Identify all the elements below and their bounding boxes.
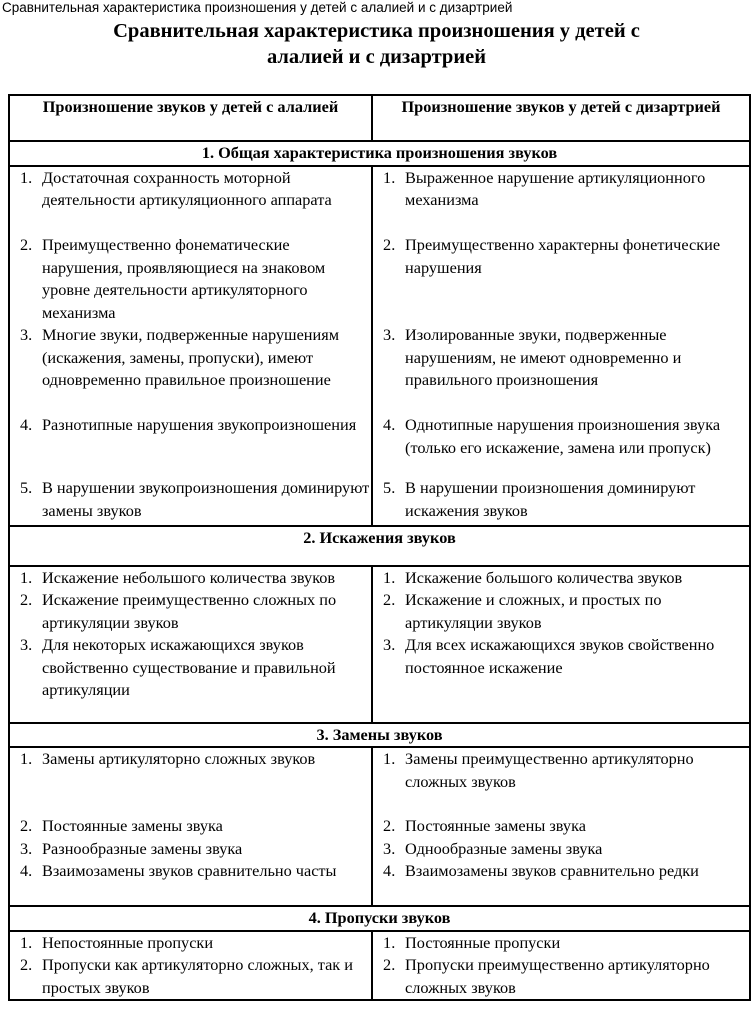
list-item: 2. Искажение преимущественно сложных по артикуляции звуков xyxy=(20,590,337,632)
page-title-line-1: Сравнительная характеристика произношения у детей с xyxy=(113,20,640,42)
alalia-list xyxy=(10,932,371,1000)
section-title-general: 1. Общая характеристика произношения звуков xyxy=(9,141,750,166)
list-item: 1. Замены преимущественно артикуляторно сложных звуков xyxy=(383,749,694,791)
list-item: 1. Постоянные пропуски xyxy=(383,932,561,952)
list-item: 1. Искажение большого количества звуков xyxy=(383,567,683,587)
list-item: 3. Многие звуки, подверженные нарушениям (искажения, замены, пропуски), имеют одновременно правильное произношение xyxy=(20,325,340,389)
list-item: 2. Пропуски преимущественно артикуляторно сложных звуков xyxy=(383,955,710,997)
section-body-omissions xyxy=(9,931,750,1001)
list-item: 2. Искажение и сложных, и простых по артикуляции звуков xyxy=(383,590,662,632)
header-alalia: Произношение звуков у детей с алалией xyxy=(9,95,372,141)
alalia-list xyxy=(10,167,371,523)
alalia-column xyxy=(9,931,372,1001)
section-title-omissions: 4. Пропуски звуков xyxy=(9,906,750,931)
alalia-list xyxy=(10,567,371,702)
list-item: 3. Однообразные замены звука xyxy=(383,838,603,858)
image-caption: Сравнительная характеристика произношения у детей с алалией и с дизартрией xyxy=(2,0,513,15)
dysarthria-list xyxy=(373,567,749,680)
section-body-distortions xyxy=(9,566,750,723)
list-item: 2. Постоянные замены звука xyxy=(20,816,223,835)
dysarthria-list xyxy=(373,932,749,1000)
dysarthria-column xyxy=(372,566,750,723)
dysarthria-list xyxy=(373,748,749,883)
section-title-substitutions: 3. Замены звуков xyxy=(9,723,750,748)
page-title-line-2: алалией и с дизартрией xyxy=(266,46,487,68)
alalia-column xyxy=(9,566,372,723)
list-item: 1. Выраженное нарушение артикуляционного механизма xyxy=(383,167,706,209)
list-item: 1. Искажение небольшого количества звуков xyxy=(20,567,336,587)
list-item: 4. Взаимозамены звуков сравнительно часты xyxy=(20,861,337,880)
section-title-distortions: 2. Искажения звуков xyxy=(9,526,750,566)
list-item: 4. Взаимозамены звуков сравнительно редки xyxy=(383,861,699,880)
list-item: 4. Разнотипные нарушения звукопроизношения xyxy=(20,415,357,434)
comparison-table xyxy=(8,94,751,1001)
list-item: 1. Достаточная сохранность моторной деятельности артикуляционного аппарата xyxy=(20,167,332,209)
list-item: 3. Изолированные звуки, подверженные нарушениям, не имеют одновременно и правильного произношения xyxy=(383,325,682,389)
list-item: 1. Замены артикуляторно сложных звуков xyxy=(20,749,316,768)
section-title-row xyxy=(9,526,750,566)
dysarthria-column xyxy=(372,931,750,1001)
alalia-list xyxy=(10,748,371,883)
list-item: 2. Постоянные замены звука xyxy=(383,816,586,835)
dysarthria-column xyxy=(372,166,750,526)
list-item: 2. Преимущественно фонематические нарушения, проявляющиеся на знаковом уровне деятельности артикуляторного механизма xyxy=(20,235,326,322)
list-item: 3. Разнообразные замены звука xyxy=(20,838,243,858)
list-item: 1. Непостоянные пропуски xyxy=(20,932,214,952)
list-item: 3. Для всех искажающихся звуков свойственно постоянное искажение xyxy=(383,635,715,677)
list-item: 2. Преимущественно характерны фонетические нарушения xyxy=(383,235,721,277)
section-title-row xyxy=(9,906,750,931)
section-title-row xyxy=(9,141,750,166)
list-item: 5. В нарушении произношения доминируют искажения звуков xyxy=(383,478,696,520)
list-item: 5. В нарушении звукопроизношения доминируют замены звуков xyxy=(20,478,370,520)
header-dysarthria: Произношение звуков у детей с дизартрией xyxy=(372,95,750,141)
list-item: 2. Пропуски как артикуляторно сложных, так и простых звуков xyxy=(20,955,353,997)
section-body-substitutions xyxy=(9,747,750,906)
dysarthria-column xyxy=(372,747,750,906)
alalia-column xyxy=(9,747,372,906)
section-body-general xyxy=(9,166,750,526)
header-row xyxy=(9,95,750,141)
alalia-column xyxy=(9,166,372,526)
dysarthria-list xyxy=(373,167,749,523)
section-title-row xyxy=(9,723,750,748)
list-item: 4. Однотипные нарушения произношения звука (только его искажение, замена или пропуск) xyxy=(383,415,721,457)
list-item: 3. Для некоторых искажающихся звуков свойственно существование и правильной артикуляции xyxy=(20,635,336,699)
